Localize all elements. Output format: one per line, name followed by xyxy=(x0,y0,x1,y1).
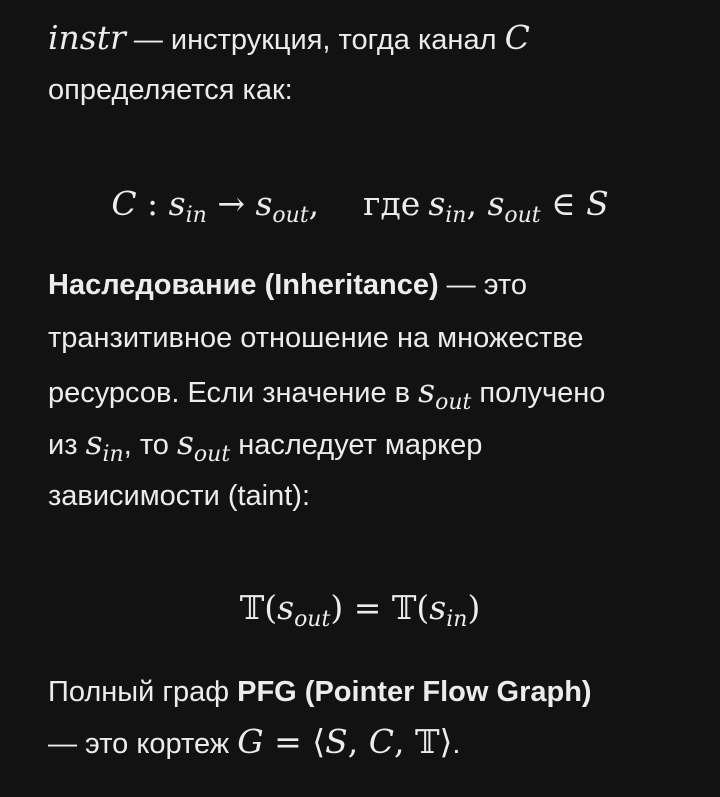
eq2-T-left: 𝕋 xyxy=(239,588,265,627)
text-inherits-marker: наследует маркер xyxy=(230,429,483,461)
eq1-set-S: S xyxy=(586,184,609,223)
eq2-sub-in: in xyxy=(446,607,468,632)
eq1-s-out: s xyxy=(255,184,273,223)
eq2-T-right: 𝕋 xyxy=(391,588,417,627)
math-instr: instr xyxy=(48,18,126,57)
eq1-C: C xyxy=(111,184,137,223)
math-sep-1: , xyxy=(347,722,369,761)
text-then: , то xyxy=(123,429,177,461)
eq1-sub-in-2: in xyxy=(445,203,467,228)
math-s-out-2: s xyxy=(176,423,194,462)
eq1-where: где xyxy=(363,184,421,223)
eq1-elem: ∈ xyxy=(540,184,587,223)
text-resources-if: ресурсов. Если значение в xyxy=(48,377,419,409)
text-is-tuple: — это кортеж xyxy=(48,728,238,760)
math-sub-out-1: out xyxy=(435,390,472,415)
term-inheritance: Наследование (Inheritance) xyxy=(48,269,439,301)
eq1-sub-out: out xyxy=(272,203,309,228)
math-equals: = xyxy=(263,722,313,761)
eq1-sub-in: in xyxy=(185,203,207,228)
eq1-comma: , xyxy=(308,184,320,223)
eq1-s-in-2: s xyxy=(428,184,446,223)
eq1-arrow: → xyxy=(206,184,256,223)
paragraph-3-line-1 xyxy=(48,666,592,718)
math-sub-in-1: in xyxy=(102,442,124,467)
math-angle-close: ⟩ xyxy=(439,722,453,761)
text-instruction-def: — инструкция, тогда канал xyxy=(125,24,505,56)
text-transitive-relation: транзитивное отношение на множестве xyxy=(48,322,584,354)
eq2-open-right: ( xyxy=(416,588,430,627)
paragraph-2-line-3 xyxy=(48,365,605,417)
math-channel-C: C xyxy=(504,18,530,57)
paragraph-2-line-1 xyxy=(48,259,527,311)
equation-taint xyxy=(48,578,672,638)
math-tuple-T: 𝕋 xyxy=(414,722,440,761)
eq1-s-in: s xyxy=(168,184,186,223)
paragraph-2-line-2 xyxy=(48,312,583,364)
math-tuple-S: S xyxy=(325,722,348,761)
eq2-s-in: s xyxy=(429,588,447,627)
paragraph-2-line-5 xyxy=(48,470,310,522)
math-sub-out-2: out xyxy=(193,442,231,467)
text-dependency-taint: зависимости (taint): xyxy=(48,480,311,512)
eq2-sub-out: out xyxy=(294,607,331,632)
eq1-sub-out-2: out xyxy=(504,203,541,228)
eq1-colon: : xyxy=(136,184,169,223)
eq1-s-out-2: s xyxy=(487,184,505,223)
paragraph-3-line-2 xyxy=(48,716,460,768)
text-full-graph: Полный граф xyxy=(48,676,238,708)
eq2-s-out: s xyxy=(277,588,295,627)
math-s-out-1: s xyxy=(418,371,436,410)
paragraph-1-line-1 xyxy=(48,12,530,64)
eq2-equals: = xyxy=(343,588,392,627)
eq2-open-left: ( xyxy=(264,588,278,627)
paragraph-1-line-2 xyxy=(48,64,293,116)
text-period: . xyxy=(452,728,461,760)
math-s-in-1: s xyxy=(85,423,103,462)
paragraph-2-line-4 xyxy=(48,417,482,469)
math-G: G xyxy=(237,722,264,761)
math-sep-2: , xyxy=(393,722,415,761)
math-angle-open: ⟨ xyxy=(312,722,326,761)
term-pfg: PFG (Pointer Flow Graph) xyxy=(237,676,592,708)
eq2-close-left: ) xyxy=(330,588,344,627)
text-from: из xyxy=(48,429,86,461)
eq2-close-right: ) xyxy=(467,588,481,627)
text-obtained: получено xyxy=(471,377,606,409)
text-defined-as: определяется как: xyxy=(48,74,293,106)
math-tuple-C: C xyxy=(368,722,394,761)
text-is: — это xyxy=(438,269,527,301)
eq1-sep: , xyxy=(466,184,488,223)
equation-channel xyxy=(48,174,672,234)
